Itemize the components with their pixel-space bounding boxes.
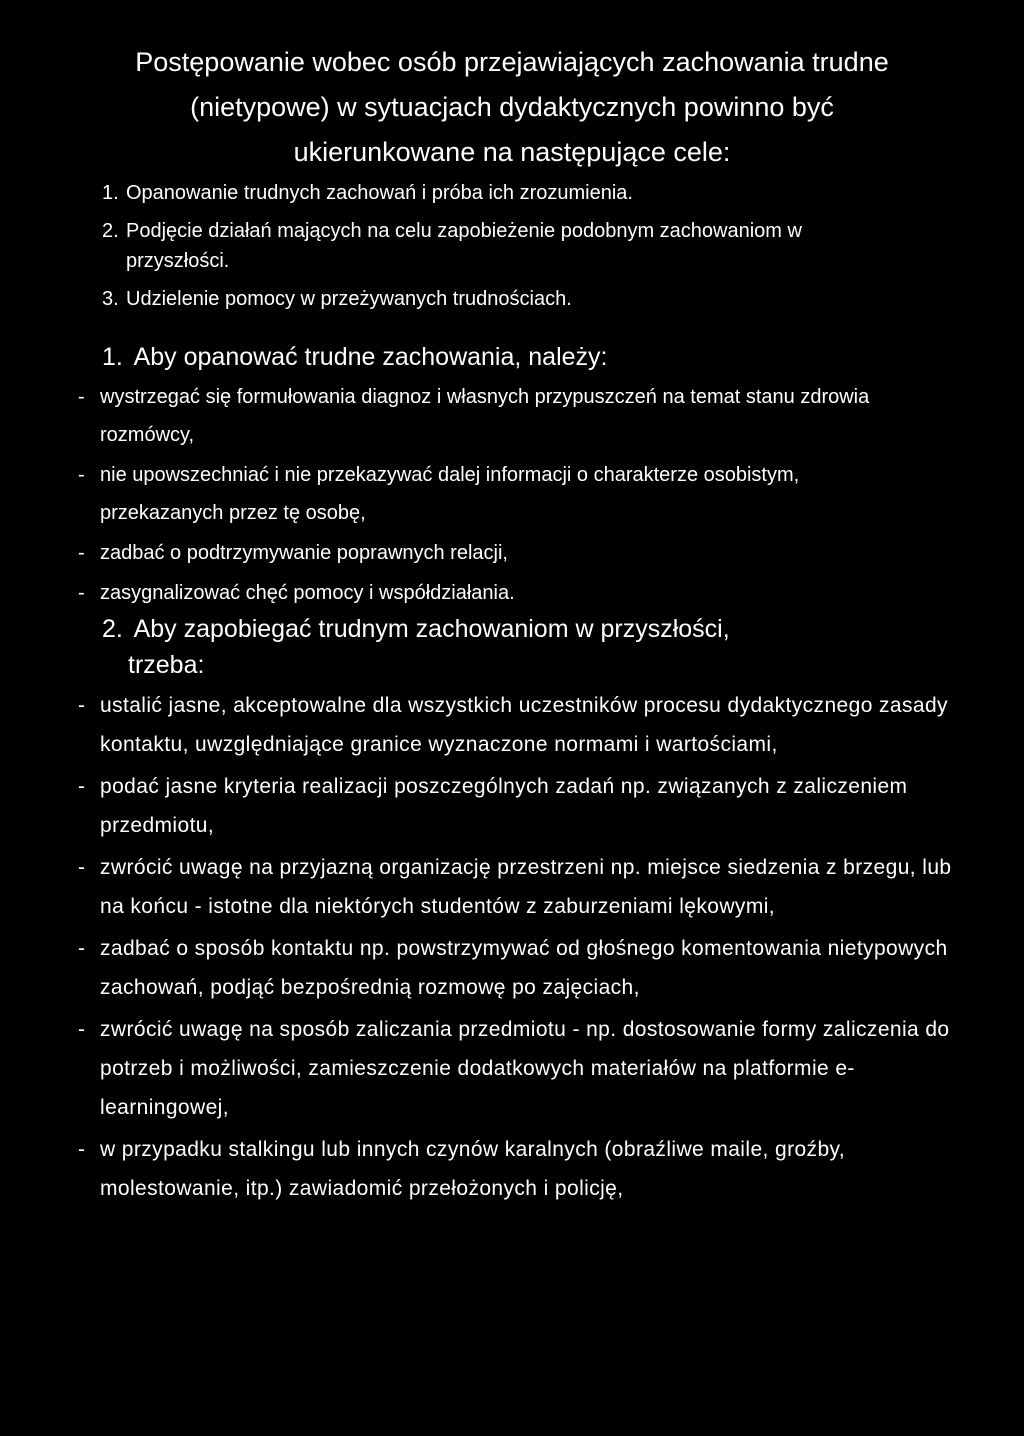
list-item (78, 534, 978, 572)
goal-number: 1. (102, 182, 119, 204)
title-line-2: (nietypowe) w sytuacjach dydaktycznych powinno być (190, 92, 834, 122)
goal-item (102, 178, 946, 208)
list-item-text: zadbać o podtrzymywanie poprawnych relacji, (100, 542, 508, 564)
list-item-text: nie upowszechniać i nie przekazywać dalej informacji o charakterze osobistym, przekazanych przez tę osobę, (100, 464, 800, 524)
list-dash: - (78, 937, 86, 960)
goal-number: 3. (102, 288, 119, 310)
goal-text: Podjęcie działań mających na celu zapobieżenie podobnym zachowaniom w przyszłości. (126, 220, 802, 272)
section-1-heading-text: Aby opanować trudne zachowania, należy: (133, 343, 608, 371)
goal-number: 2. (102, 220, 119, 242)
list-item (78, 767, 978, 845)
section-2-heading-cont (128, 646, 204, 684)
section-2-heading-text: Aby zapobiegać trudnym zachowaniom w przyszłości, (133, 615, 730, 643)
goal-item (102, 284, 946, 314)
list-item (78, 686, 978, 764)
section-2-number: 2. (102, 615, 123, 643)
list-dash: - (78, 856, 86, 879)
list-item-text: zwrócić uwagę na sposób zaliczania przedmiotu - np. dostosowanie formy zaliczenia do potrzeb i możliwości, zamieszczenie dodatkowych materiałów na platformie e-learningowej, (100, 1018, 950, 1119)
list-dash: - (78, 1018, 86, 1041)
section-2-heading (102, 610, 730, 648)
list-dash: - (78, 1138, 86, 1161)
title-line-3: ukierunkowane na następujące cele: (293, 137, 731, 167)
list-item (78, 378, 978, 454)
section-2-list (78, 686, 978, 1211)
goal-item (102, 216, 946, 276)
list-item-text: zadbać o sposób kontaktu np. powstrzymywać od głośnego komentowania nietypowych zachowań, podjąć bezpośrednią rozmowę po zajęciach, (100, 937, 948, 999)
list-item (78, 929, 978, 1007)
list-item-text: podać jasne kryteria realizacji poszczególnych zadań np. związanych z zaliczeniem przedmiotu, (100, 775, 908, 837)
title-line-1: Postępowanie wobec osób przejawiających zachowania trudne (135, 47, 889, 77)
list-item-text: w przypadku stalkingu lub innych czynów karalnych (obraźliwe maile, groźby, molestowanie, itp.) zawiadomić przełożonych i policję, (100, 1138, 846, 1200)
list-dash: - (78, 582, 85, 604)
goals-list (102, 178, 946, 322)
list-item-text: ustalić jasne, akceptowalne dla wszystkich uczestników procesu dydaktycznego zasady kontaktu, uwzględniające granice wyznaczone normami i wartościami, (100, 694, 948, 756)
list-item (78, 574, 978, 612)
list-dash: - (78, 464, 85, 486)
list-item-text: zwrócić uwagę na przyjazną organizację przestrzeni np. miejsce siedzenia z brzegu, lub na końcu - istotne dla niektórych studentów z zaburzeniami lękowymi, (100, 856, 952, 918)
section-2-heading-text-2: trzeba: (128, 651, 205, 679)
list-item (78, 456, 978, 532)
list-item (78, 1010, 978, 1127)
list-dash: - (78, 694, 86, 717)
list-item-text: wystrzegać się formułowania diagnoz i własnych przypuszczeń na temat stanu zdrowia rozmówcy, (100, 386, 870, 446)
section-1-heading (102, 338, 608, 376)
list-item (78, 848, 978, 926)
section-1-number: 1. (102, 343, 123, 371)
list-dash: - (78, 775, 86, 798)
list-item-text: zasygnalizować chęć pomocy i współdziałania. (100, 582, 515, 604)
list-dash: - (78, 542, 85, 564)
list-item (78, 1130, 978, 1208)
goal-text: Opanowanie trudnych zachowań i próba ich zrozumienia. (126, 182, 633, 204)
goal-text: Udzielenie pomocy w przeżywanych trudnościach. (126, 288, 572, 310)
page-title (80, 40, 944, 175)
section-1-list (78, 378, 978, 614)
list-dash: - (78, 386, 85, 408)
